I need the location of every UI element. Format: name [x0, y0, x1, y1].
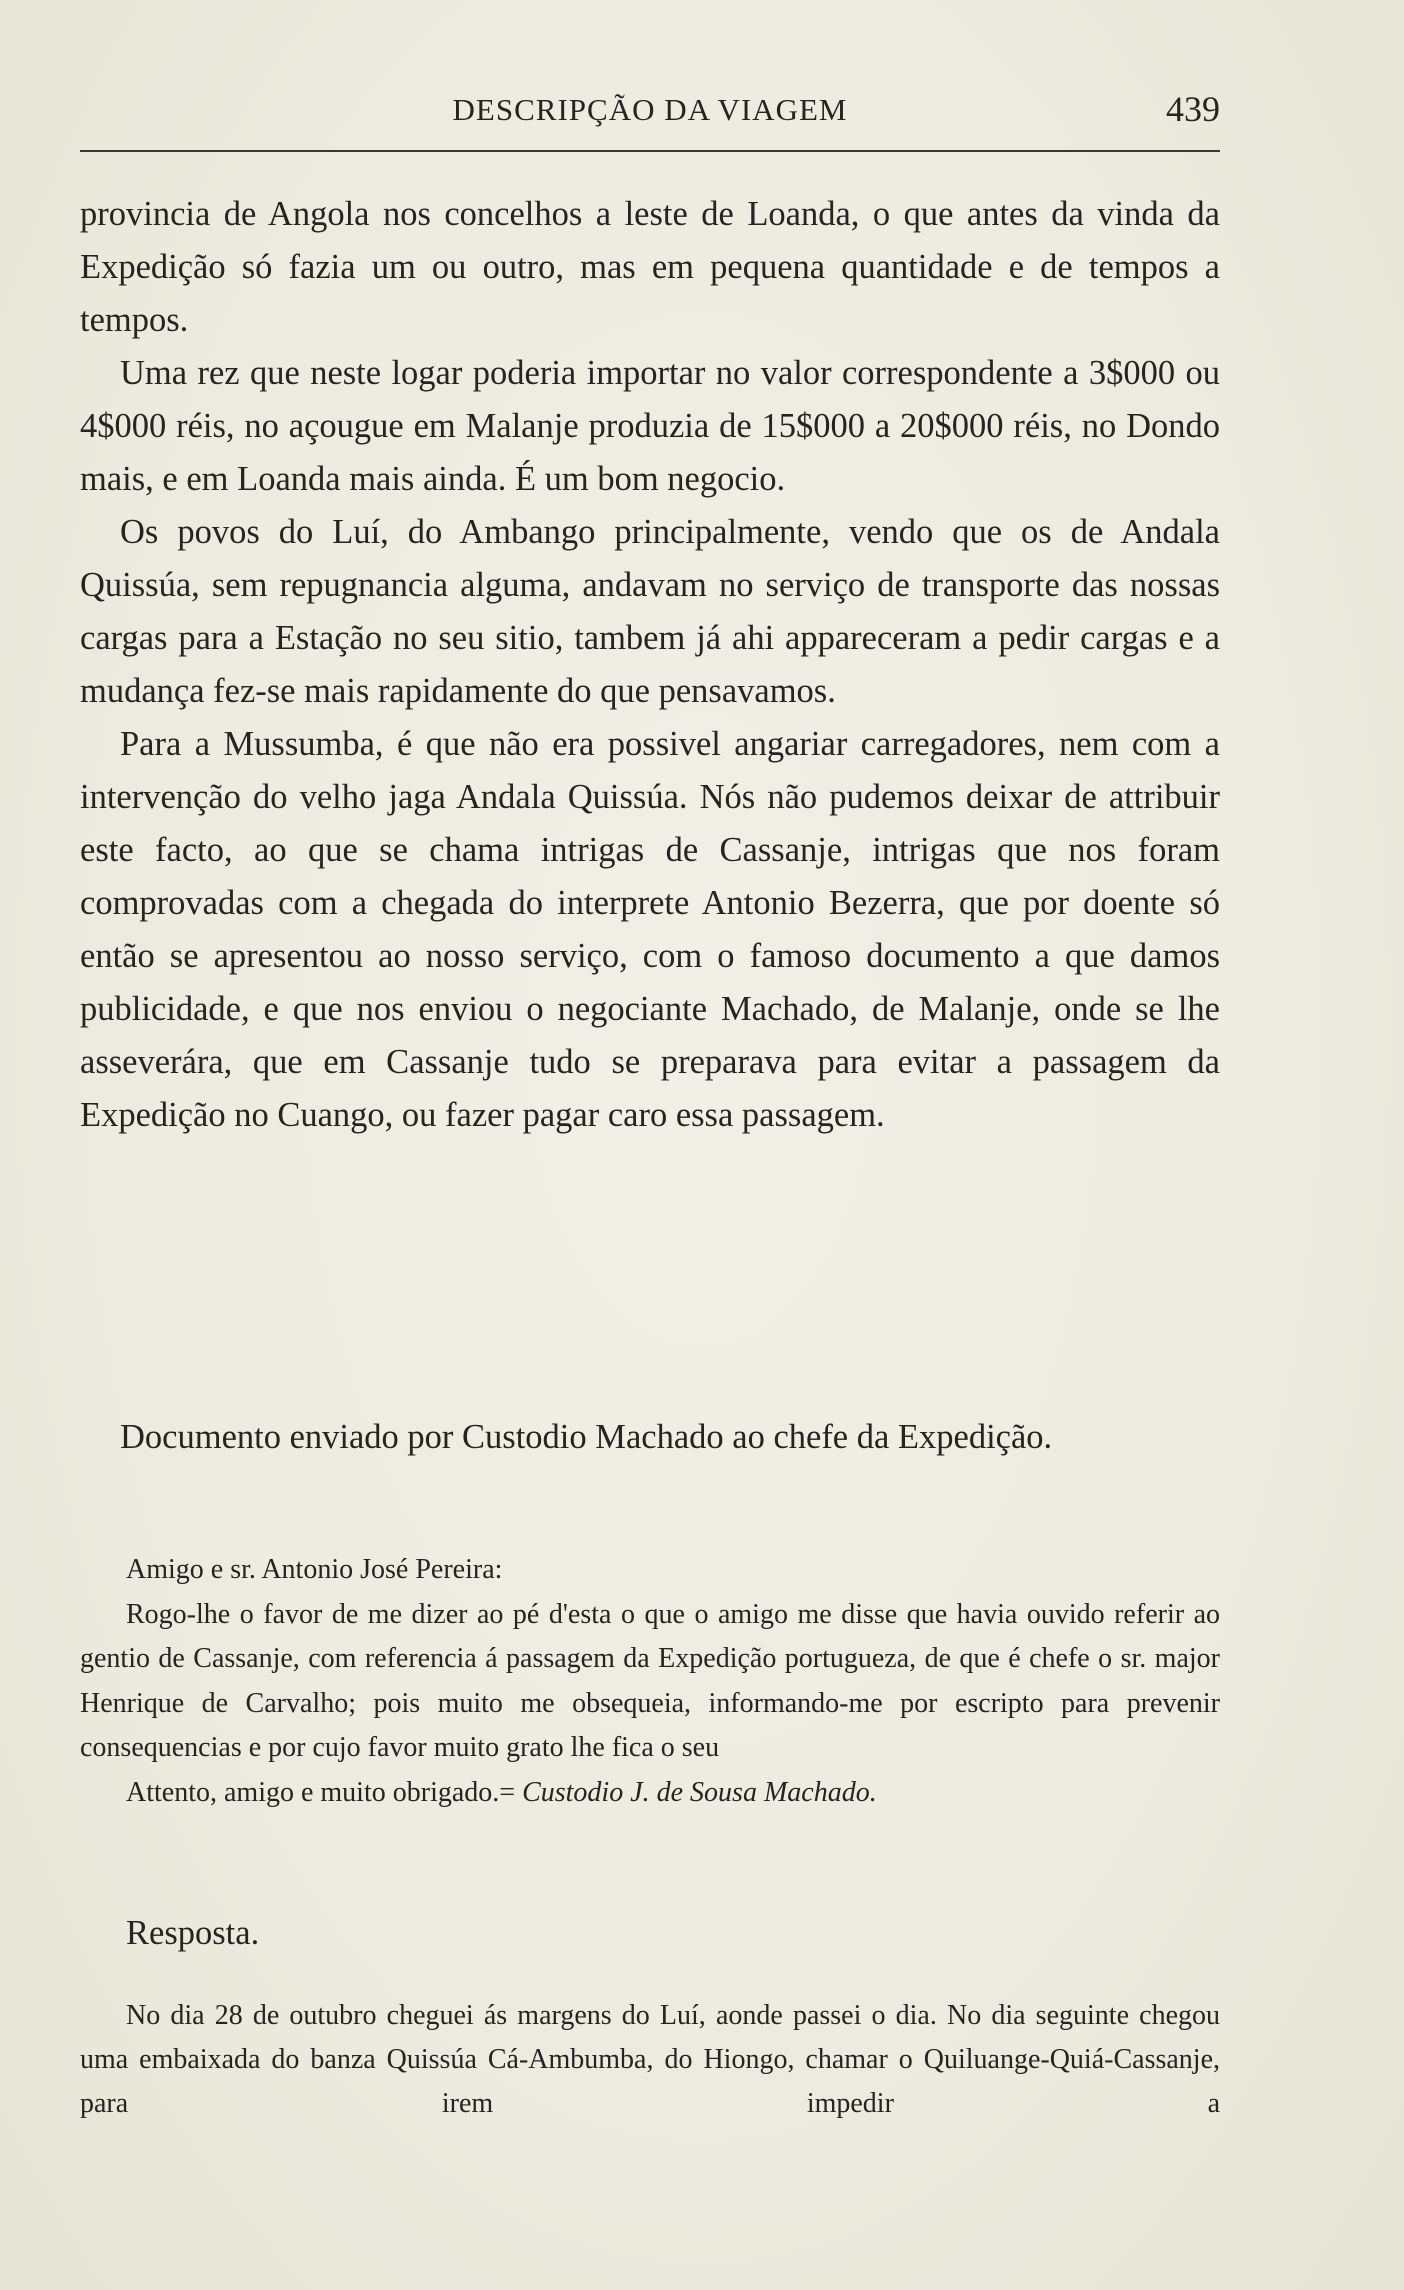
header-rule: [80, 150, 1220, 152]
main-text: [80, 188, 1220, 1142]
letter-body: Rogo-lhe o favor de me dizer ao pé d'esta o que o amigo me disse que havia ouvido referir ao gentio de Cassanje, com referencia á passagem da Expedição portugueza, de que é chefe o sr. major Henrique de Carvalho; pois muito me obsequeia, informando-me por escripto para prevenir consequencias e por cujo favor muito grato lhe fica o seu: [80, 1598, 1220, 1764]
paragraph: Os povos do Luí, do Ambango principalmente, vendo que os de Andala Quissúa, sem repugnancia alguma, andavam no serviço de transporte das nossas cargas para a Estação no seu sitio, tambem já ahi appareceram a pedir cargas e a mudança fez-se mais rapidamente do que pensavamos.: [80, 513, 1220, 710]
resposta-text: [80, 1994, 1220, 2126]
letter: [80, 1548, 1220, 1816]
paragraph: provincia de Angola nos concelhos a leste de Loanda, o que antes da vinda da Expedição só fazia um ou outro, mas em pequena quantidade e de tempos a tempos.: [80, 195, 1220, 339]
paragraph: Uma rez que neste logar poderia importar no valor correspondente a 3$000 ou 4$000 réis, no açougue em Malanje produzia de 15$000 a 20$000 réis, no Dondo mais, e em Loanda mais ainda. É um bom negocio.: [80, 354, 1220, 498]
running-title: DESCRIPÇÃO DA VIAGEM: [452, 92, 848, 127]
page-number: 439: [1166, 89, 1220, 129]
resposta-body: No dia 28 de outubro cheguei ás margens do Luí, aonde passei o dia. No dia seguinte chegou uma embaixada do banza Quissúa Cá-Ambumba, do Hiongo, chamar o Quiluange-Quiá-Cassanje, para irem impedir a: [80, 2000, 1220, 2119]
letter-salutation: Amigo e sr. Antonio José Pereira:: [126, 1554, 503, 1585]
letter-signature: Custodio J. de Sousa Machado.: [522, 1776, 877, 1808]
paragraph: Para a Mussumba, é que não era possivel angariar carregadores, nem com a intervenção do velho jaga Andala Quissúa. Nós não pudemos deixar de attribuir este facto, ao que se chama intrigas de Cassanje, intrigas que nos foram comprovadas com a chegada do interprete Antonio Bezerra, que por doente só então se apresentou ao nosso serviço, com o famoso documento a que damos publicidade, e que nos enviou o negociante Machado, de Malanje, onde se lhe asseverára, que em Cassanje tudo se preparava para evitar a passagem da Expedição no Cuango, ou fazer pagar caro essa passagem.: [80, 725, 1220, 1134]
letter-closing-line: [80, 1771, 1220, 1816]
document-heading: [80, 1410, 1220, 1464]
letter-closing: Attento, amigo e muito obrigado.=: [126, 1776, 516, 1808]
resposta-heading: Resposta.: [126, 1914, 260, 1952]
document-heading-text: Documento enviado por Custodio Machado ao chefe da Expedição.: [120, 1418, 1053, 1456]
page-header: [80, 88, 1220, 134]
